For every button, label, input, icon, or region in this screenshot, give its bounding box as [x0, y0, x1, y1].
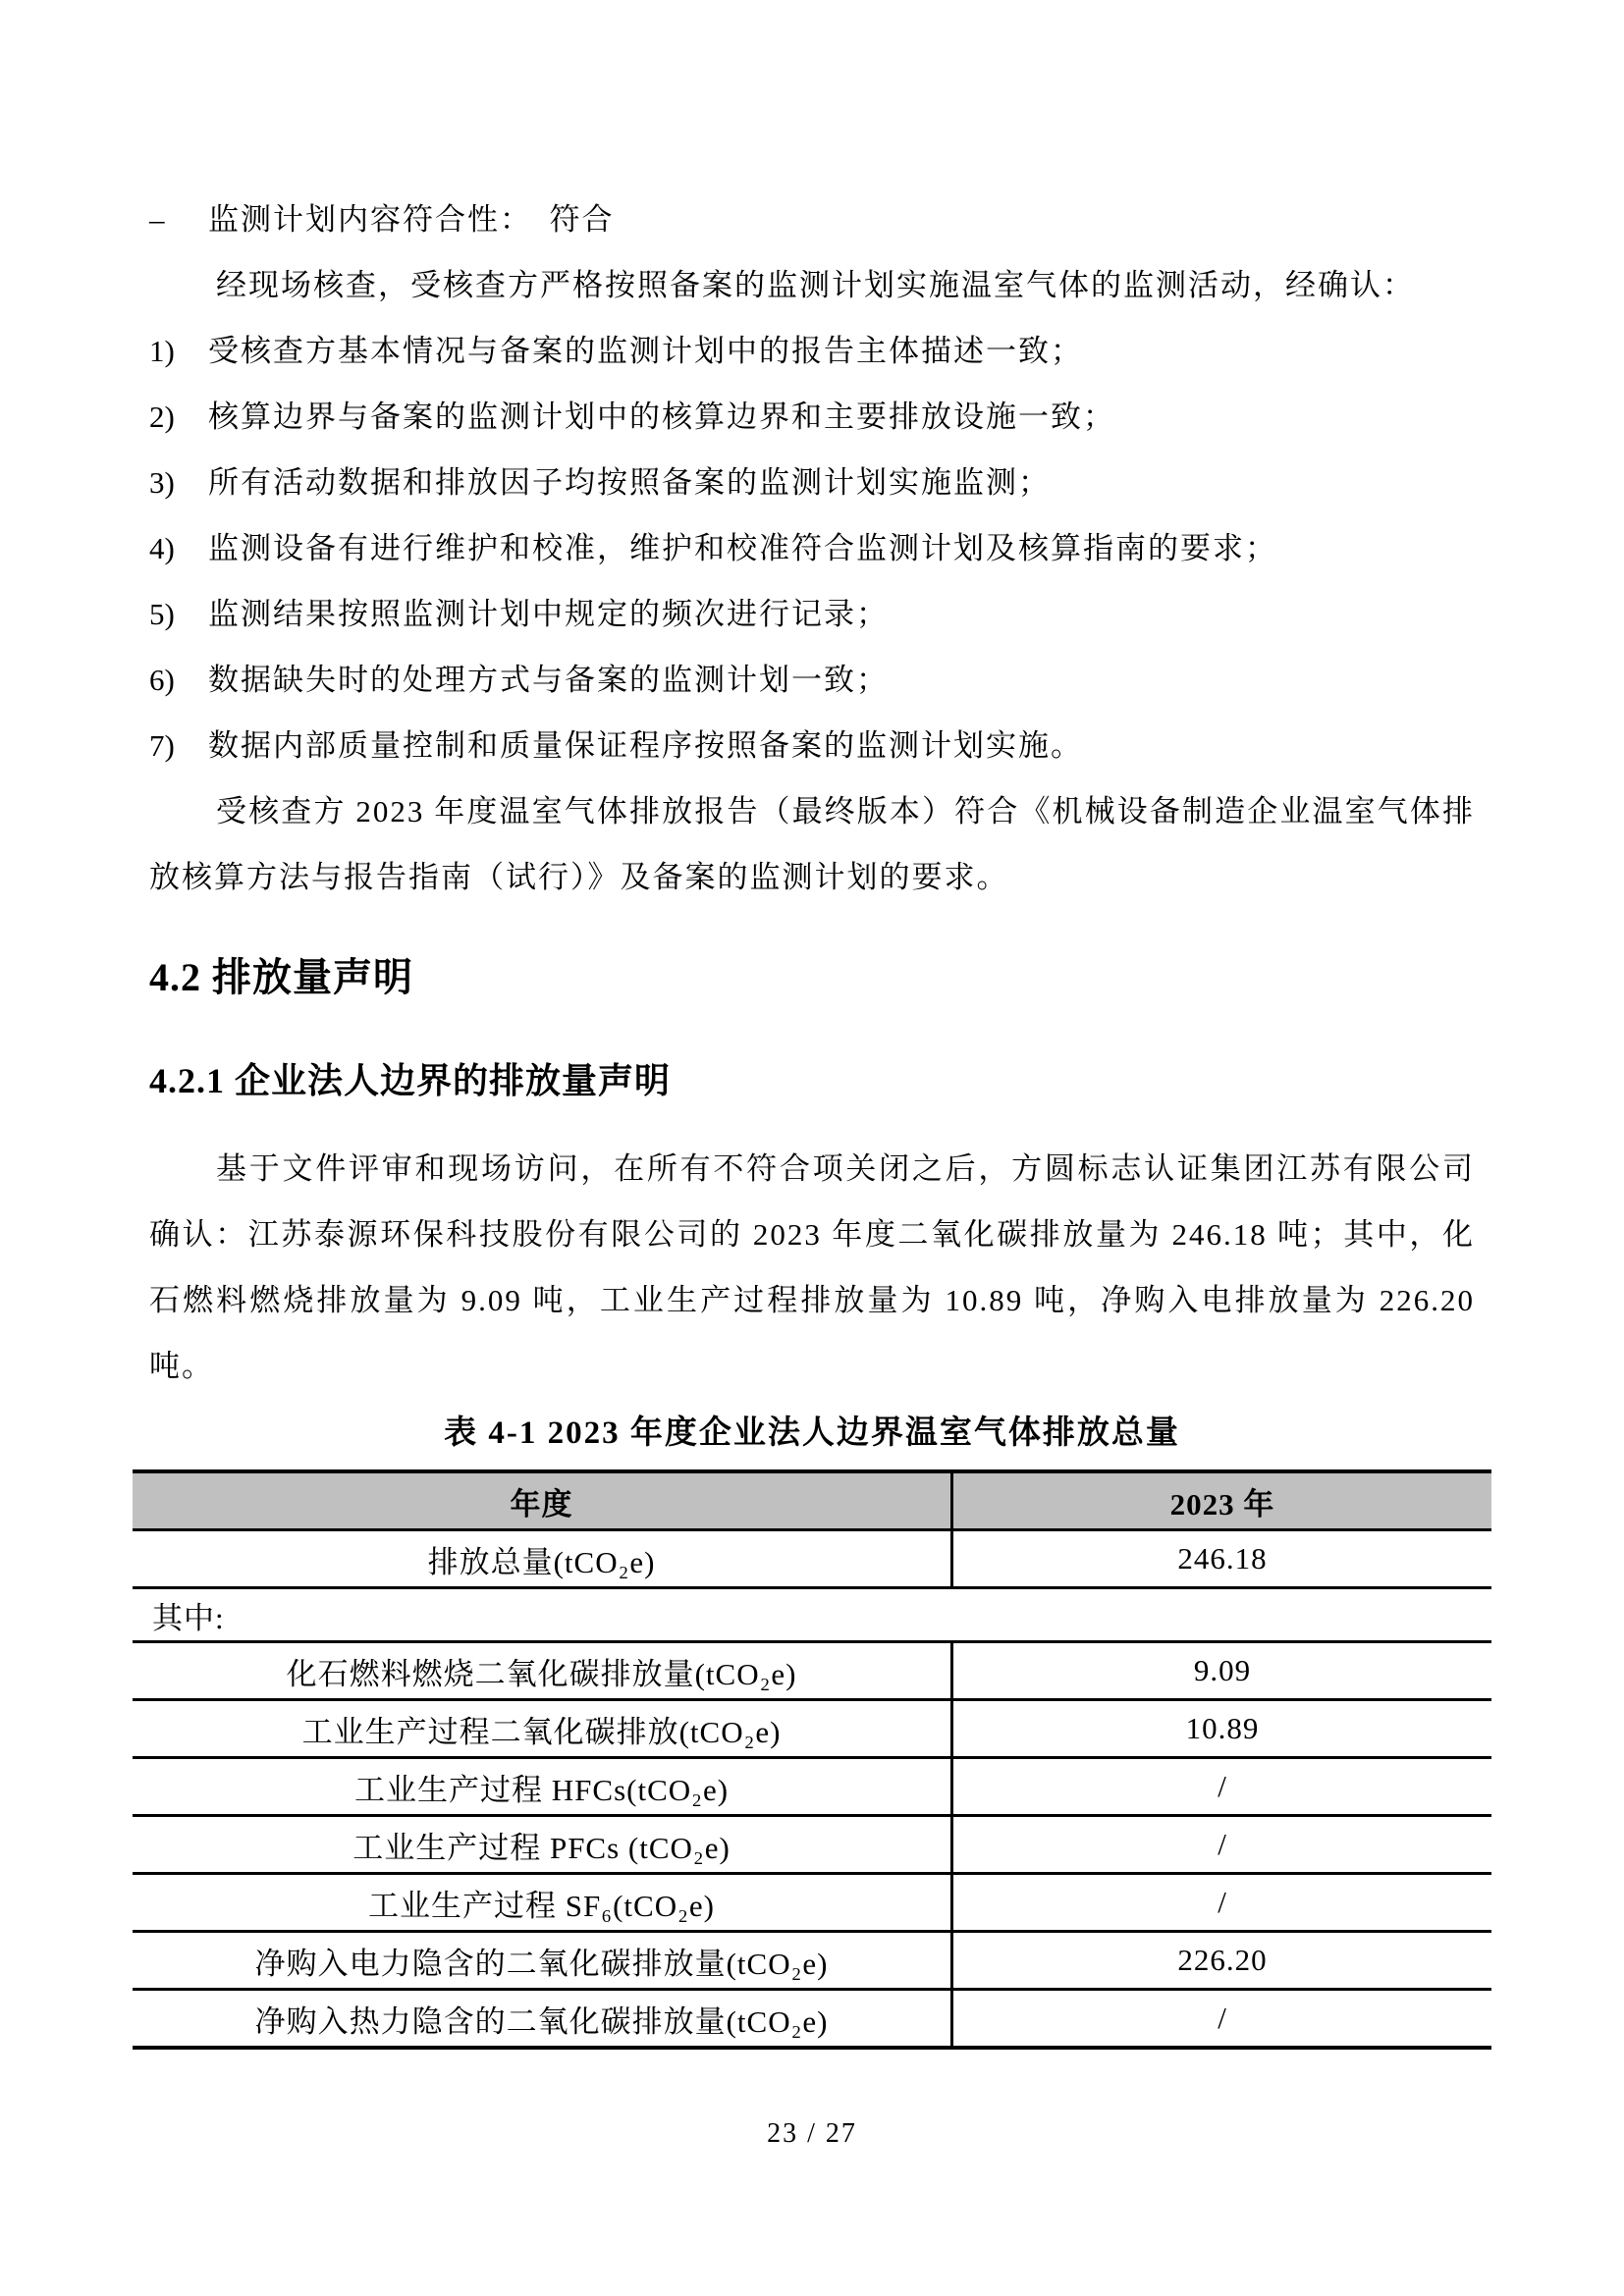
table-row-value: / [952, 1990, 1491, 2049]
list-item-text: 核算边界与备案的监测计划中的核算边界和主要排放设施一致； [208, 400, 1115, 434]
table-row-label: 净购入电力隐含的二氧化碳排放量(tCO₂e) [133, 1932, 952, 1990]
table-row-label: 排放总量(tCO₂e) [133, 1530, 952, 1588]
table-row-label: 净购入热力隐含的二氧化碳排放量(tCO₂e) [133, 1990, 952, 2049]
table-row-value: / [952, 1816, 1491, 1874]
emission-statement-paragraph: 基于文件评审和现场访问，在所有不符合项关闭之后，方圆标志认证集团江苏有限公司确认：江苏泰源环保科技股份有限公司的 2023 年度二氧化碳排放量为 246.18 吨；其中，化石燃料燃烧排放量为 9.09 吨，工业生产过程排放量为 10.89 吨，净购入电排放量为 226.20 吨。 [149, 1151, 1475, 1383]
list-item-number: 7) [149, 728, 175, 763]
list-item-text: 数据缺失时的处理方式与备案的监测计划一致； [208, 663, 889, 697]
list-item [149, 384, 1475, 450]
table-row-label: 其中: [133, 1588, 1491, 1642]
list-item-text: 数据内部质量控制和质量保证程序按照备案的监测计划实施。 [208, 728, 1083, 763]
table-caption: 表 4-1 2023 年度企业法人边界温室气体排放总量 [444, 1415, 1180, 1451]
section-heading-4-2-1: 4.2.1 企业法人边界的排放量声明 [149, 1061, 672, 1100]
list-item-number: 6) [149, 663, 175, 697]
list-item-text: 监测结果按照监测计划中规定的频次进行记录； [208, 597, 889, 631]
list-item [149, 713, 1475, 778]
list-item [149, 515, 1475, 581]
section-heading-4-2: 4.2 排放量声明 [149, 955, 413, 999]
compliance-bullet-line [149, 187, 1475, 252]
table-row [133, 1530, 1491, 1588]
table-row-label: 工业生产过程 PFCs (tCO₂e) [133, 1816, 952, 1874]
table-header-row [133, 1471, 1491, 1530]
table-row-value: / [952, 1874, 1491, 1932]
table-row-value: 9.09 [952, 1642, 1491, 1700]
table-row-value: 10.89 [952, 1700, 1491, 1758]
table-row [133, 1874, 1491, 1932]
table-row-label: 工业生产过程 SF₆(tCO₂e) [133, 1874, 952, 1932]
table-row-label: 工业生产过程 HFCs(tCO₂e) [133, 1758, 952, 1816]
list-item [149, 318, 1475, 384]
emissions-table [133, 1469, 1491, 2050]
table-row [133, 1990, 1491, 2049]
list-item-number: 3) [149, 465, 175, 500]
table-row [133, 1816, 1491, 1874]
table-header-year: 年度 [133, 1471, 952, 1530]
list-item [149, 581, 1475, 647]
table-row-label: 化石燃料燃烧二氧化碳排放量(tCO₂e) [133, 1642, 952, 1700]
list-item-number: 5) [149, 597, 175, 631]
list-item [149, 450, 1475, 515]
table-header-2023: 2023 年 [952, 1471, 1491, 1530]
table-row-value: 246.18 [952, 1530, 1491, 1588]
list-item-text: 监测设备有进行维护和校准，维护和校准符合监测计划及核算指南的要求； [208, 531, 1277, 565]
list-item-number: 1) [149, 334, 175, 368]
table-row-value: 226.20 [952, 1932, 1491, 1990]
table-row [133, 1932, 1491, 1990]
compliance-bullet-text: 监测计划内容符合性： 符合 [208, 202, 615, 237]
table-row [133, 1642, 1491, 1700]
compliance-conclusion-paragraph: 受核查方 2023 年度温室气体排放报告（最终版本）符合《机械设备制造企业温室气体排放核算方法与报告指南（试行）》及备案的监测计划的要求。 [149, 794, 1475, 894]
table-row [133, 1588, 1491, 1642]
page-number: 23 / 27 [767, 2118, 857, 2149]
table-row-value: / [952, 1758, 1491, 1816]
table-row [133, 1758, 1491, 1816]
table-row-label: 工业生产过程二氧化碳排放(tCO₂e) [133, 1700, 952, 1758]
list-item-text: 受核查方基本情况与备案的监测计划中的报告主体描述一致； [208, 334, 1083, 368]
list-item-number: 2) [149, 400, 175, 434]
table-row [133, 1700, 1491, 1758]
list-item-number: 4) [149, 531, 175, 565]
compliance-intro-paragraph: 经现场核查，受核查方严格按照备案的监测计划实施温室气体的监测活动，经确认： [216, 268, 1415, 302]
list-item [149, 647, 1475, 713]
list-item-text: 所有活动数据和排放因子均按照备案的监测计划实施监测； [208, 465, 1051, 500]
dash-bullet-marker: – [149, 202, 165, 237]
